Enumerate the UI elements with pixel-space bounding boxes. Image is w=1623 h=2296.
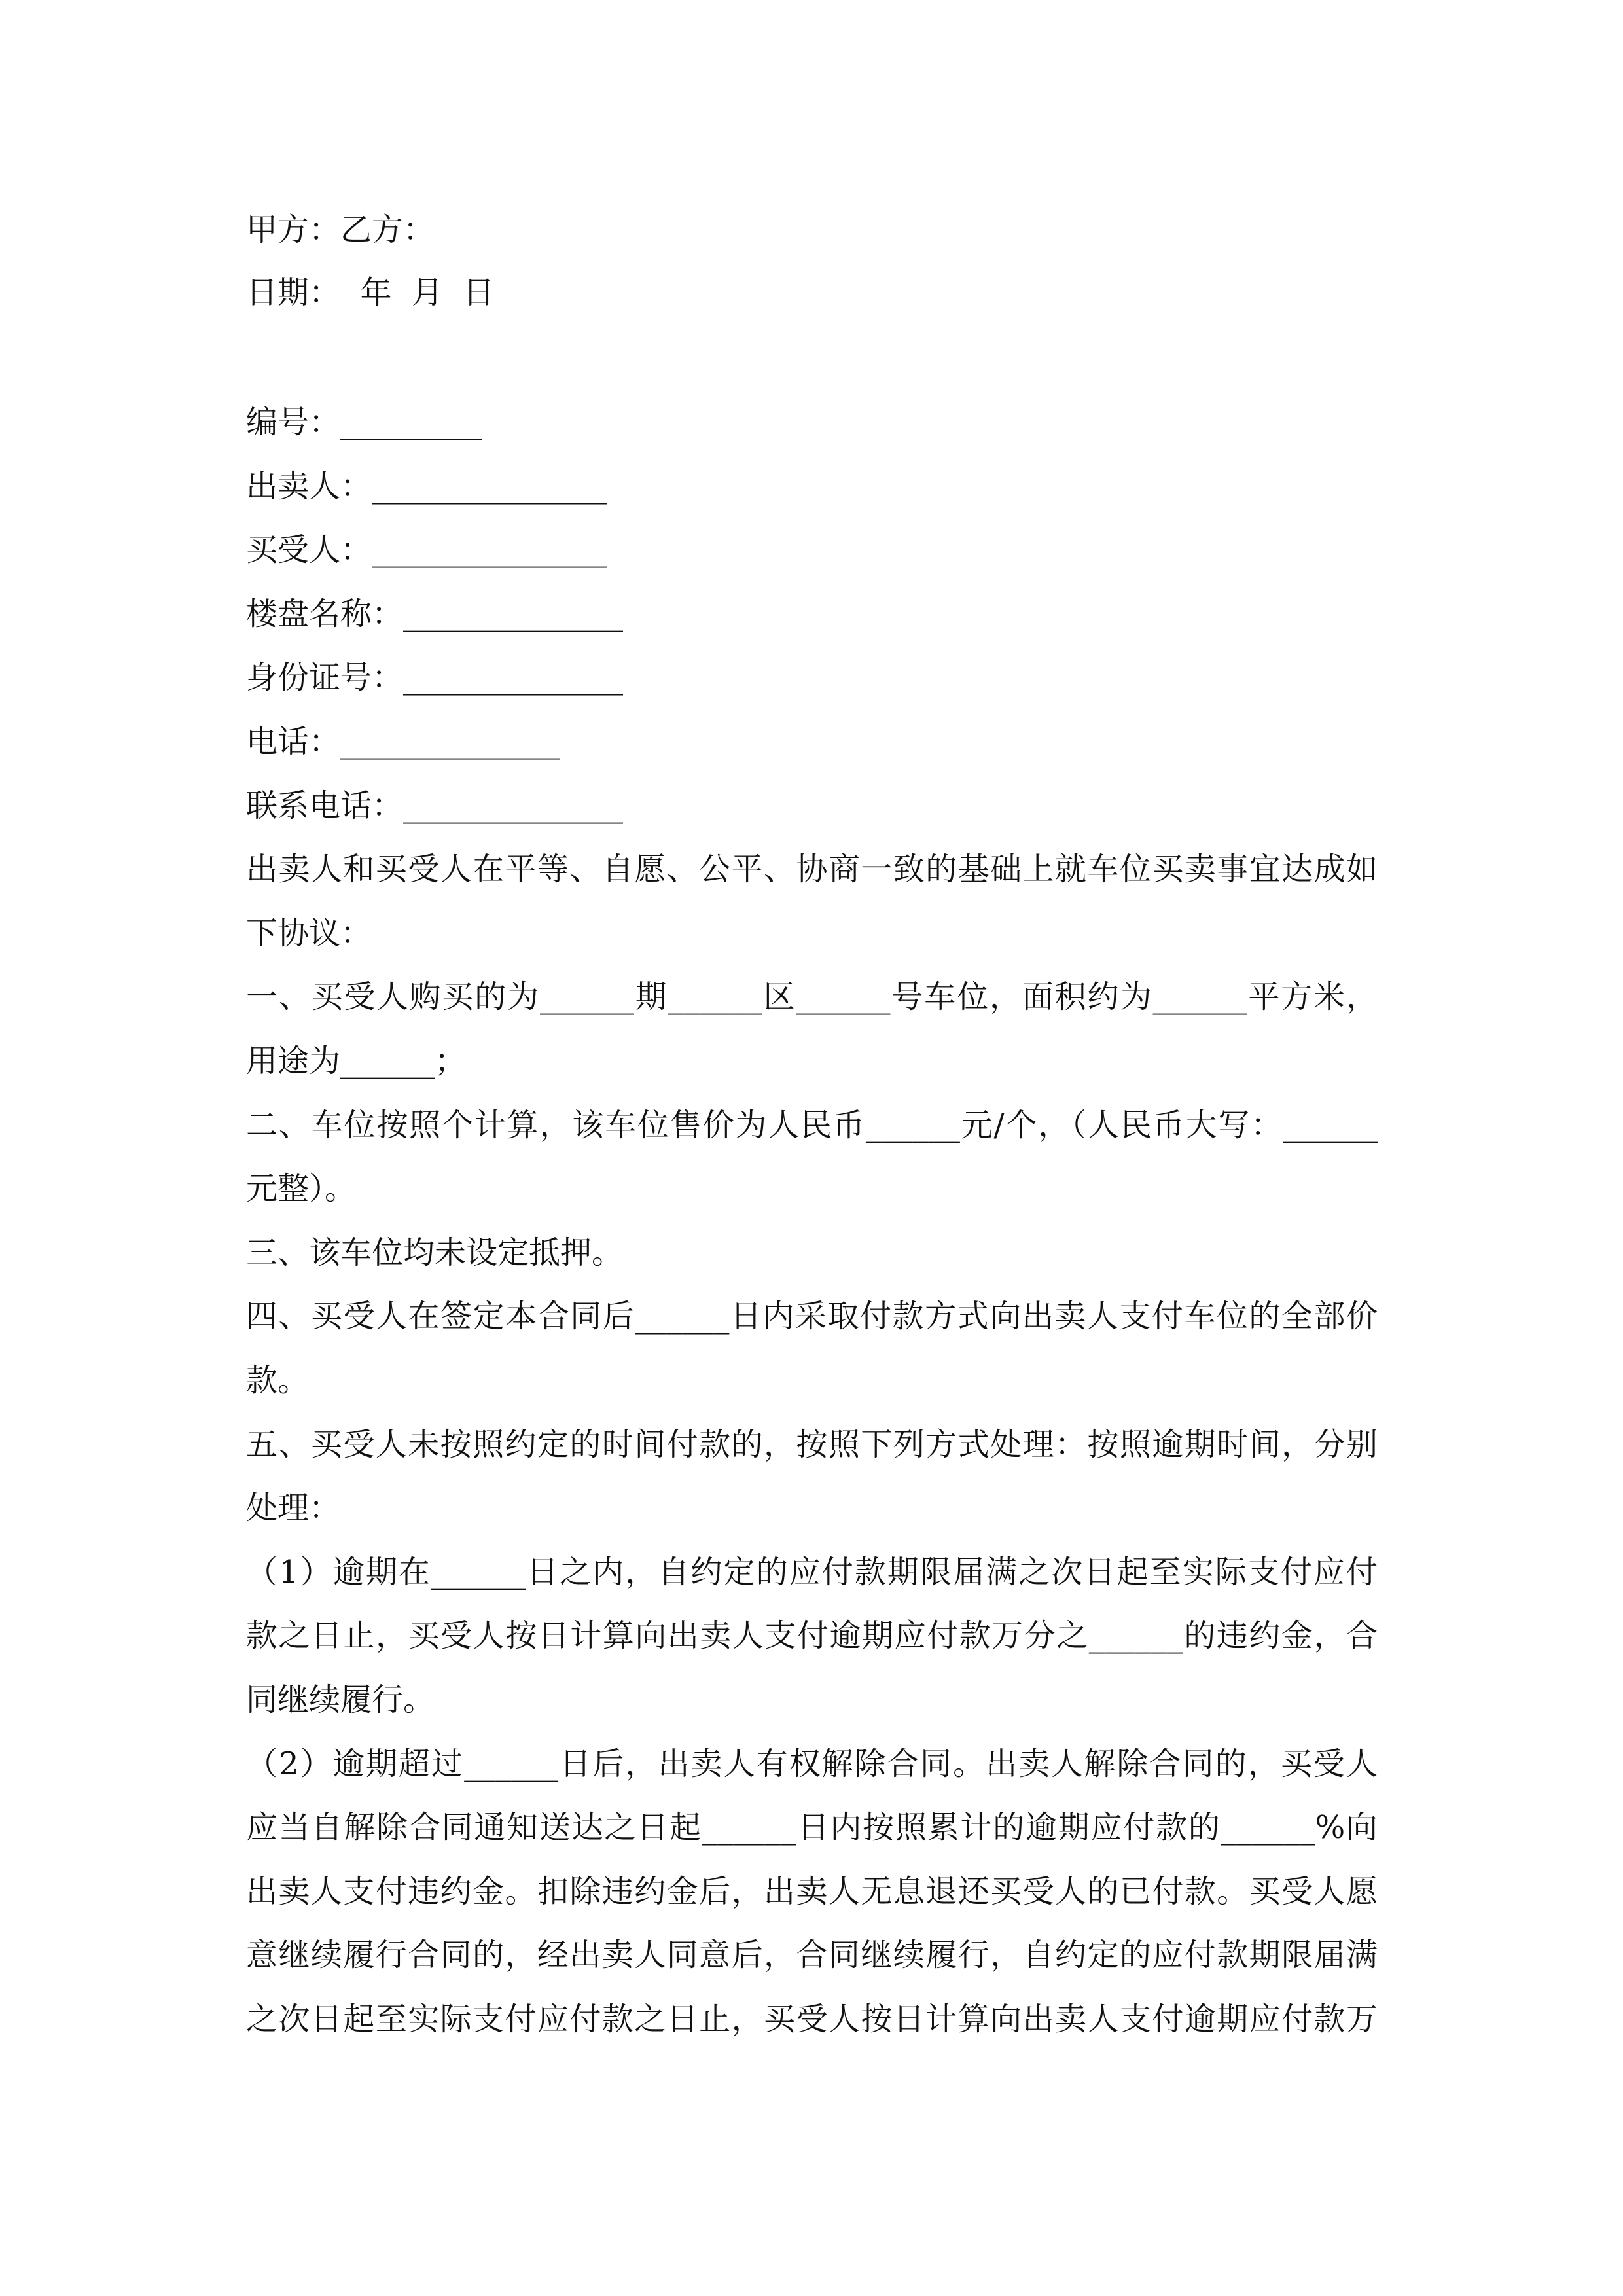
- clause-line: 一、买受人购买的为______期______区______号车位，面积约为______平方米，: [246, 978, 1378, 1016]
- clause-line: 意继续履行合同的，经出卖人同意后，合同继续履行，自约定的应付款期限届满: [246, 1937, 1378, 1974]
- clause-line: 同继续履行。: [246, 1681, 435, 1718]
- clause-line: 款。: [246, 1362, 310, 1399]
- field-serial-number: 编号：_________: [246, 404, 482, 440]
- field-seller: 出卖人：_______________: [246, 467, 608, 505]
- clause-line: 元整）。: [246, 1170, 357, 1208]
- clause-line: 之次日起至实际支付应付款之日止，买受人按日计算向出卖人支付逾期应付款万: [246, 2001, 1378, 2037]
- clause-line: 三、该车位均未设定抵押。: [246, 1234, 624, 1271]
- header-date: 日期： 年 月 日: [246, 274, 495, 311]
- field-property-name: 楼盘名称：______________: [246, 595, 624, 632]
- clause-line: 出卖人和买受人在平等、自愿、公平、协商一致的基础上就车位买卖事宜达成如: [246, 851, 1378, 888]
- clause-line: 下协议：: [246, 914, 372, 952]
- clause-line: 处理：: [246, 1490, 341, 1527]
- clause-line: 二、车位按照个计算，该车位售价为人民币______元/个，（人民币大写：______: [246, 1106, 1378, 1143]
- clause-line: （2）逾期超过______日后，出卖人有权解除合同。出卖人解除合同的，买受人: [246, 1745, 1378, 1782]
- clause-line: 四、买受人在签定本合同后______日内采取付款方式向出卖人支付车位的全部价: [246, 1298, 1378, 1335]
- clause-line: 款之日止，买受人按日计算向出卖人支付逾期应付款万分之______的违约金，合: [246, 1617, 1378, 1655]
- clause-line: 五、买受人未按照约定的时间付款的，按照下列方式处理：按照逾期时间，分别: [246, 1426, 1378, 1463]
- clause-line: （1）逾期在______日之内，自约定的应付款期限届满之次日起至实际支付应付: [246, 1553, 1378, 1590]
- field-buyer: 买受人：_______________: [246, 531, 608, 569]
- field-phone: 电话：______________: [246, 723, 561, 760]
- field-id-number: 身份证号：______________: [246, 659, 624, 696]
- field-contact-phone: 联系电话：______________: [246, 787, 624, 824]
- header-parties: 甲方：乙方：: [246, 211, 435, 248]
- clause-line: 出卖人支付违约金。扣除违约金后，出卖人无息退还买受人的已付款。买受人愿: [246, 1873, 1378, 1910]
- clause-line: 用途为______；: [246, 1043, 467, 1079]
- clause-line: 应当自解除合同通知送达之日起______日内按照累计的逾期应付款的______%向: [246, 1809, 1378, 1846]
